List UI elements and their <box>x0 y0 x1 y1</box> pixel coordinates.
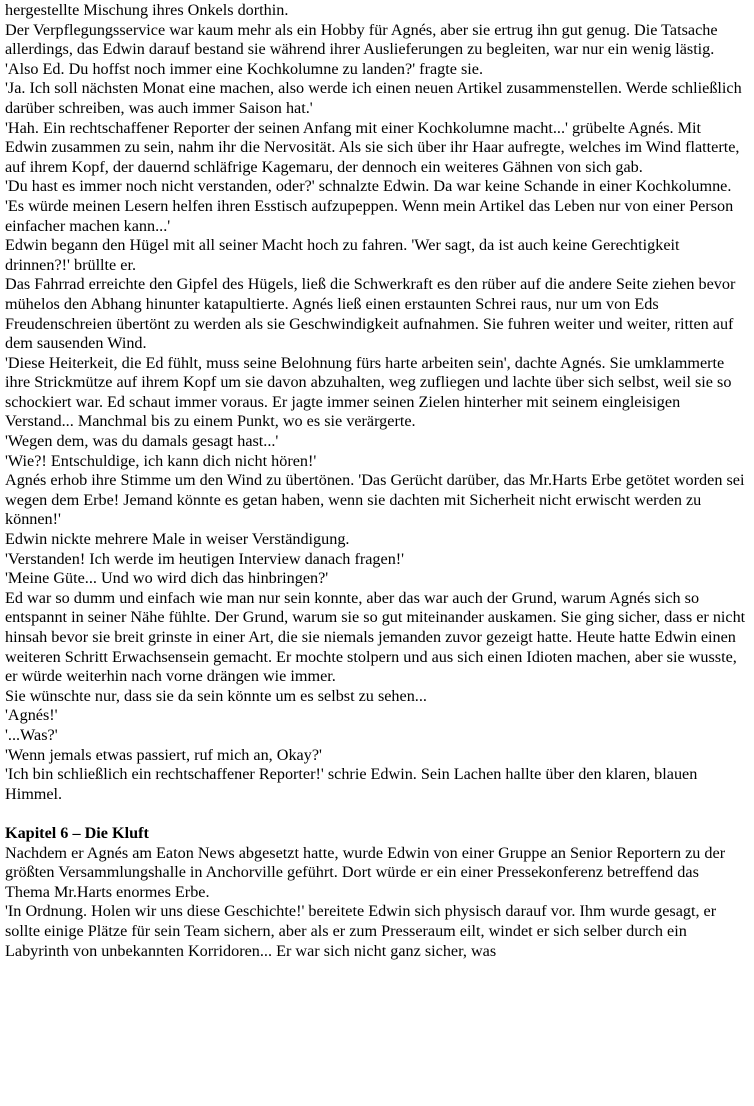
paragraph: '...Was?' <box>5 725 58 744</box>
paragraph: 'Meine Güte... Und wo wird dich das hinbringen?' <box>5 569 329 588</box>
paragraph: Agnés erhob ihre Stimme um den Wind zu übertönen. 'Das Gerücht darüber, das Mr.Harts Erbe getötet worden sei wegen dem Erbe! Jemand könnte es getan haben, wenn sie dachten mit Sicherheit nicht erwischt werden zu können!' <box>5 471 745 529</box>
paragraph: 'Agnés!' <box>5 706 58 725</box>
chapter-section <box>5 844 746 962</box>
paragraph: 'Hah. Ein rechtschaffener Reporter der seinen Anfang mit einer Kochkolumne macht...' grübelte Agnés. Mit Edwin zusammen zu sein, nahm ihr die Nervosität. Als sie sich über ihr Haar aufregte, welches im Wind flatterte, auf ihrem Kopf, der dauernd schläfrige Kagemaru, der dennoch ein weiteres Gähnen von sich gab. <box>5 118 740 176</box>
paragraph: hergestellte Mischung ihres Onkels dorthin. <box>5 1 289 19</box>
paragraph: 'Also Ed. Du hoffst noch immer eine Kochkolumne zu landen?' fragte sie. <box>5 59 483 78</box>
paragraph: 'Verstanden! Ich werde im heutigen Interview danach fragen!' <box>5 549 405 568</box>
story-section <box>5 1 746 804</box>
paragraph: Das Fahrrad erreichte den Gipfel des Hügels, ließ die Schwerkraft es den rüber auf die andere Seite ziehen bevor mühelos den Abhang hinunter katapultierte. Agnés ließ einen erstaunten Schrei raus, nur um von Eds Freudenschreien übertönt zu werden als sie Geschwindigkeit aufnahmen. Sie fuhren weiter und weiter, ritten auf dem sausenden Wind. <box>5 275 736 353</box>
paragraph: 'In Ordnung. Holen wir uns diese Geschichte!' bereitete Edwin sich physisch darauf vor. Ihm wurde gesagt, er sollte einige Plätze für sein Team sichern, aber als er zum Presseraum eilt, windet er sich selber durch ein Labyrinth von unbekannten Korridoren... Er war sich nicht ganz sicher, was <box>5 902 717 960</box>
paragraph: 'Diese Heiterkeit, die Ed fühlt, muss seine Belohnung fürs harte arbeiten sein', dachte Agnés. Sie umklammerte ihre Strickmütze auf ihrem Kopf um sie davon abzuhalten, weg zufliegen und lachte über sich selbst, weil sie so schockiert war. Ed schaut immer voraus. Er jagte immer seinen Zielen hinterher mit seinem eingleisigen Verstand... Manchmal bis zu einem Punkt, wo es sie verärgerte. <box>5 353 732 431</box>
paragraph: 'Wegen dem, was du damals gesagt hast...' <box>5 432 279 451</box>
paragraph: Sie wünschte nur, dass sie da sein könnte um es selbst zu sehen... <box>5 686 427 705</box>
paragraph: 'Ich bin schließlich ein rechtschaffener Reporter!' schrie Edwin. Sein Lachen hallte über den klaren, blauen Himmel. <box>5 765 698 803</box>
paragraph: Edwin nickte mehrere Male in weiser Verständigung. <box>5 530 350 549</box>
chapter-title: Kapitel 6 – Die Kluft <box>5 823 149 842</box>
paragraph: Der Verpflegungsservice war kaum mehr als ein Hobby für Agnés, aber sie ertrug ihn gut genug. Die Tatsache allerdings, das Edwin darauf bestand sie während ihrer Auslieferungen zu begleiten, war nur ein wenig lästig. <box>5 20 718 59</box>
paragraph: Edwin begann den Hügel mit all seiner Macht hoch zu fahren. 'Wer sagt, da ist auch keine Gerechtigkeit drinnen?!' brüllte er. <box>5 236 680 274</box>
paragraph: Nachdem er Agnés am Eaton News abgesetzt hatte, wurde Edwin von einer Gruppe an Senior Reportern zu der größten Versammlungshalle in Anchorville geführt. Dort würde er ein einer Pressekonferenz betreffend das Thema Mr.Harts enormes Erbe. <box>5 843 726 901</box>
paragraph: 'Ja. Ich soll nächsten Monat eine machen, also werde ich einen neuen Artikel zusammenstellen. Werde schließlich darüber schreiben, was auch immer Saison hat.' <box>5 79 742 117</box>
paragraph: 'Wie?! Entschuldige, ich kann dich nicht hören!' <box>5 451 317 470</box>
section-spacer <box>5 804 746 824</box>
paragraph: Ed war so dumm und einfach wie man nur sein konnte, aber das war auch der Grund, warum Agnés sich so entspannt in seiner Nähe fühlte. Der Grund, warum sie so gut miteinander auskamen. Sie ging sicher, dass er nicht hinsah bevor sie breit grinste in einer Art, die sie niemals jemanden zuvor gezeigt hatte. Heute hatte Edwin einen weiteren Schritt Erwachsensein gemacht. Er mochte stolpern und aus sich einen Idioten machen, aber sie wusste, er würde weiterhin nach vorne drängen wie immer. <box>5 588 746 686</box>
paragraph: 'Wenn jemals etwas passiert, ruf mich an, Okay?' <box>5 745 322 764</box>
paragraph: 'Du hast es immer noch nicht verstanden, oder?' schnalzte Edwin. Da war keine Schande in einer Kochkolumne. 'Es würde meinen Lesern helfen ihren Esstisch aufzupeppen. Wenn mein Artikel das Leben nur von einer Person einfacher machen kann...' <box>5 177 734 235</box>
